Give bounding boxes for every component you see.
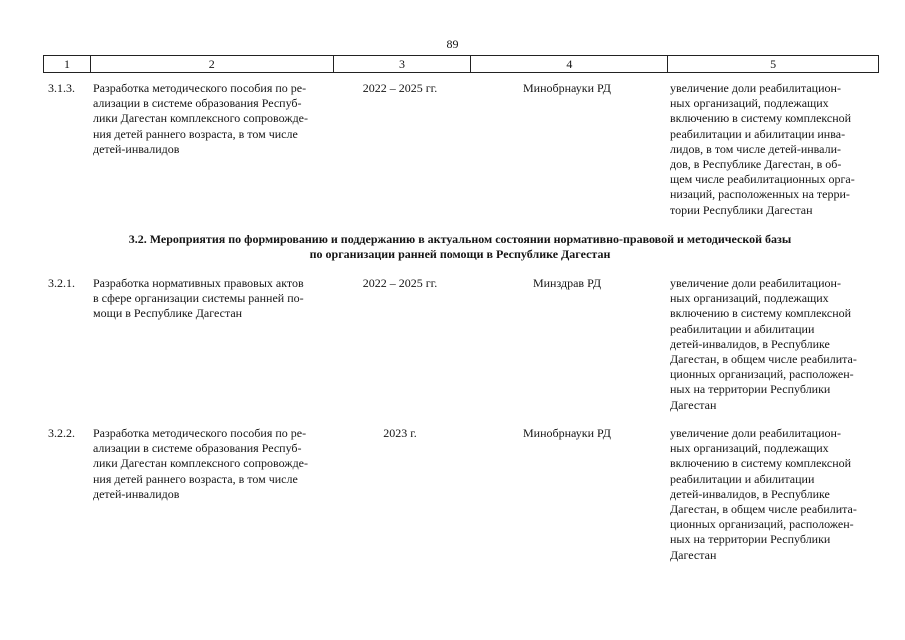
- result-line: реабилитации и абилитации инва-: [670, 126, 846, 141]
- row-number: 3.2.2.: [48, 426, 75, 440]
- result-line: ционных организаций, расположен-: [670, 517, 854, 532]
- result-line: детей-инвалидов, в Республике: [670, 336, 830, 351]
- activity-line: мощи в Республике Дагестан: [93, 306, 243, 321]
- executor-text: Минобрнауки РД: [523, 81, 611, 95]
- section-heading: [60, 232, 860, 262]
- period-text: 2023 г.: [383, 426, 417, 440]
- result-line: увеличение доли реабилитацион-: [670, 426, 841, 440]
- result-text: [670, 81, 868, 218]
- result-line: увеличение доли реабилитацион-: [670, 81, 841, 95]
- activity-text: [93, 426, 328, 502]
- executor-text: Минздрав РД: [532, 276, 602, 290]
- result-text: [670, 276, 868, 413]
- period-text: 2022 – 2025 гг.: [362, 81, 438, 95]
- result-line: ных организаций, подлежащих: [670, 441, 829, 456]
- header-col-4: 4: [471, 56, 668, 72]
- header-col-2: 2: [91, 56, 334, 72]
- activity-line: Разработка методического пособия по ре-: [93, 81, 307, 95]
- result-line: щем числе реабилитационных орга-: [670, 172, 855, 187]
- result-line: увеличение доли реабилитацион-: [670, 276, 841, 290]
- result-line: дов, в Республике Дагестан, в об-: [670, 157, 842, 172]
- section-heading-line: 3.2. Мероприятия по формированию и поддержанию в актуальном состоянии нормативно-правовой и методической базы: [128, 232, 792, 246]
- result-line: лидов, в том числе детей-инвали-: [670, 141, 842, 156]
- activity-line: ния детей раннего возраста, в том числе: [93, 126, 298, 141]
- period-text: 2022 – 2025 гг.: [362, 276, 438, 290]
- activity-line: детей-инвалидов: [93, 486, 180, 501]
- result-line: ционных организаций, расположен-: [670, 367, 854, 382]
- result-line: ных на территории Республики: [670, 532, 831, 547]
- activity-line: лики Дагестан комплексного сопровожде-: [93, 456, 309, 471]
- result-line: Дагестан: [670, 397, 717, 412]
- result-line: Дагестан: [670, 547, 717, 562]
- activity-line: ализации в системе образования Респуб-: [93, 441, 302, 456]
- result-line: ных на территории Республики: [670, 382, 831, 397]
- result-line: детей-инвалидов, в Республике: [670, 486, 830, 501]
- result-line: включению в систему комплексной: [670, 111, 852, 126]
- result-line: реабилитации и абилитации: [670, 471, 815, 486]
- header-col-5: 5: [770, 57, 777, 71]
- header-col-1: 1: [44, 56, 91, 72]
- result-line: ных организаций, подлежащих: [670, 291, 829, 306]
- activity-line: Разработка методического пособия по ре-: [93, 426, 307, 440]
- activity-line: лики Дагестан комплексного сопровожде-: [93, 111, 309, 126]
- activity-line: ния детей раннего возраста, в том числе: [93, 471, 298, 486]
- result-line: низаций, расположенных на терри-: [670, 187, 850, 202]
- result-line: ных организаций, подлежащих: [670, 96, 829, 111]
- result-line: включению в систему комплексной: [670, 456, 852, 471]
- page-number: 89: [446, 37, 459, 51]
- table-header-row: [43, 55, 879, 73]
- section-heading-line: по организации ранней помощи в Республике Дагестан: [309, 247, 611, 262]
- activity-line: детей-инвалидов: [93, 141, 180, 156]
- result-line: тории Республики Дагестан: [670, 202, 813, 217]
- activity-text: [93, 276, 328, 322]
- row-number: 3.1.3.: [48, 81, 75, 95]
- activity-line: Разработка нормативных правовых актов: [93, 276, 304, 290]
- executor-text: Минобрнауки РД: [523, 426, 611, 440]
- result-line: реабилитации и абилитации: [670, 321, 815, 336]
- result-text: [670, 426, 868, 563]
- result-line: включению в систему комплексной: [670, 306, 852, 321]
- result-line: Дагестан, в общем числе реабилита-: [670, 352, 857, 367]
- row-number: 3.2.1.: [48, 276, 75, 290]
- activity-line: ализации в системе образования Респуб-: [93, 96, 302, 111]
- activity-line: в сфере организации системы ранней по-: [93, 291, 304, 306]
- result-line: Дагестан, в общем числе реабилита-: [670, 502, 857, 517]
- header-col-3: 3: [334, 56, 472, 72]
- activity-text: [93, 81, 328, 157]
